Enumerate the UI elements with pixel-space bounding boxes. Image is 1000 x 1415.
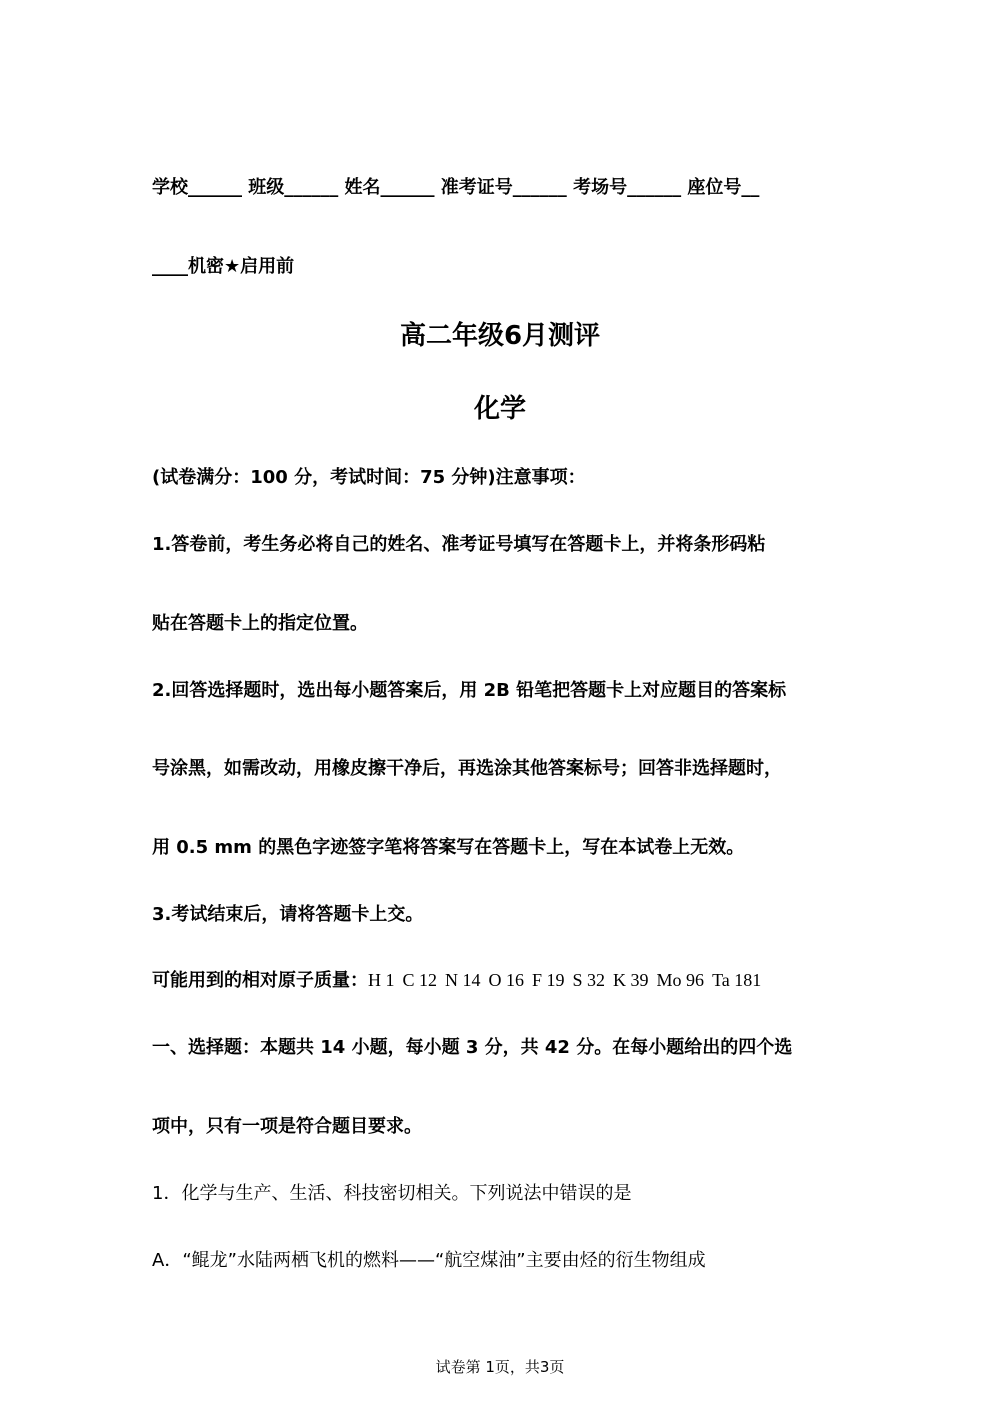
atomic-mass: Mo 96 xyxy=(656,970,705,990)
notice-item-2-line-2: 号涂黑，如需改动，用橡皮擦干净后，再选涂其他答案标号；回答非选择题时， xyxy=(152,758,782,779)
exam-title: 高二年级6月测评 xyxy=(399,321,601,351)
atomic-mass: S 32 xyxy=(572,970,606,990)
notice-item-1-line-1: 1.答卷前，考生务必将自己的姓名、准考证号填写在答题卡上，并将条形码粘 xyxy=(152,534,766,555)
atomic-masses-line xyxy=(152,966,769,992)
section-1-heading-line-2: 项中，只有一项是符合题目要求。 xyxy=(152,1116,422,1137)
page-footer: 试卷第 1页，共3页 xyxy=(435,1358,565,1376)
atomic-mass: N 14 xyxy=(445,970,481,990)
question-1-stem: 1．化学与生产、生活、科技密切相关。下列说法中错误的是 xyxy=(152,1183,632,1204)
atomic-mass: H 1 xyxy=(368,970,395,990)
atomic-masses-label: 可能用到的相对原子质量： xyxy=(152,970,368,991)
exam-info-fields: 学校______ 班级______ 姓名______ 准考证号______ 考场号______ 座位号__ xyxy=(152,177,760,198)
atomic-mass: F 19 xyxy=(532,970,565,990)
atomic-mass: Ta 181 xyxy=(712,970,762,990)
notice-item-2-line-3: 用 0.5 mm 的黑色字迹签字笔将答案写在答题卡上，写在本试卷上无效。 xyxy=(152,837,745,858)
atomic-masses-values xyxy=(368,970,769,990)
confidential-mark: ____机密★启用前 xyxy=(152,256,295,277)
notice-intro: (试卷满分：100 分，考试时间：75 分钟)注意事项： xyxy=(152,467,586,488)
atomic-mass: C 12 xyxy=(402,970,438,990)
notice-item-3: 3.考试结束后，请将答题卡上交。 xyxy=(152,904,424,925)
subject-title: 化学 xyxy=(473,394,526,424)
notice-item-1-line-2: 贴在答题卡上的指定位置。 xyxy=(152,613,368,634)
atomic-mass: K 39 xyxy=(613,970,649,990)
notice-item-2-line-1: 2.回答选择题时，选出每小题答案后，用 2B 铅笔把答题卡上对应题目的答案标 xyxy=(152,680,787,701)
question-1-option-a: A．“鲲龙”水陆两栖飞机的燃料——“航空煤油”主要由烃的衍生物组成 xyxy=(152,1250,706,1271)
atomic-mass: O 16 xyxy=(488,970,525,990)
section-1-heading-line-1: 一、选择题：本题共 14 小题，每小题 3 分，共 42 分。在每小题给出的四个选 xyxy=(152,1037,793,1058)
